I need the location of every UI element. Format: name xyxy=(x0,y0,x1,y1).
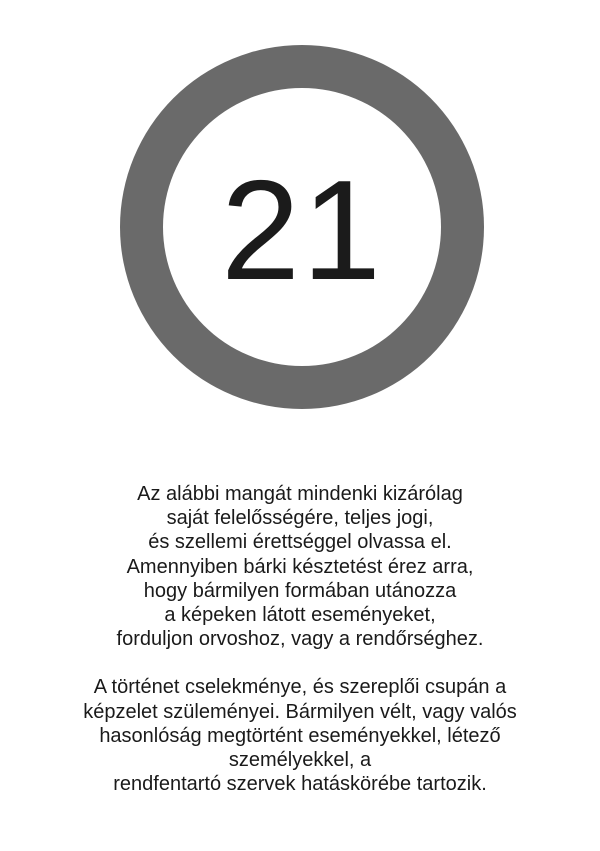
disclaimer-line: rendfentartó szervek hatáskörébe tartozik. xyxy=(113,773,487,796)
disclaimer-paragraph-1 xyxy=(20,482,580,651)
disclaimer-line: A történet cselekménye, és szereplői csupán a xyxy=(93,676,507,699)
disclaimer-line: Amennyiben bárki késztetést érez arra, xyxy=(126,555,474,578)
disclaimer-line: a képeken látott eseményeket, xyxy=(164,604,436,627)
age-rating-number: 21 xyxy=(221,151,383,310)
disclaimer-line: személyekkel, a xyxy=(228,749,372,772)
disclaimer-line: forduljon orvoshoz, vagy a rendőrséghez. xyxy=(116,628,484,651)
disclaimer-line: hogy bármilyen formában utánozza xyxy=(143,579,457,602)
disclaimer-paragraph-2 xyxy=(20,675,580,796)
disclaimer-line: hasonlóság megtörtént eseményekkel, létező xyxy=(99,724,501,747)
age-rating-badge xyxy=(120,45,484,409)
age-rating-badge-inner xyxy=(163,88,441,366)
disclaimer-line: Az alábbi mangát mindenki kizárólag xyxy=(137,483,463,505)
disclaimer-line: és szellemi érettséggel olvassa el. xyxy=(148,531,452,554)
disclaimer-line: saját felelősségére, teljes jogi, xyxy=(166,507,434,530)
disclaimer-text xyxy=(20,482,580,796)
disclaimer-line: képzelet szüleményei. Bármilyen vélt, vagy valós xyxy=(83,700,517,723)
